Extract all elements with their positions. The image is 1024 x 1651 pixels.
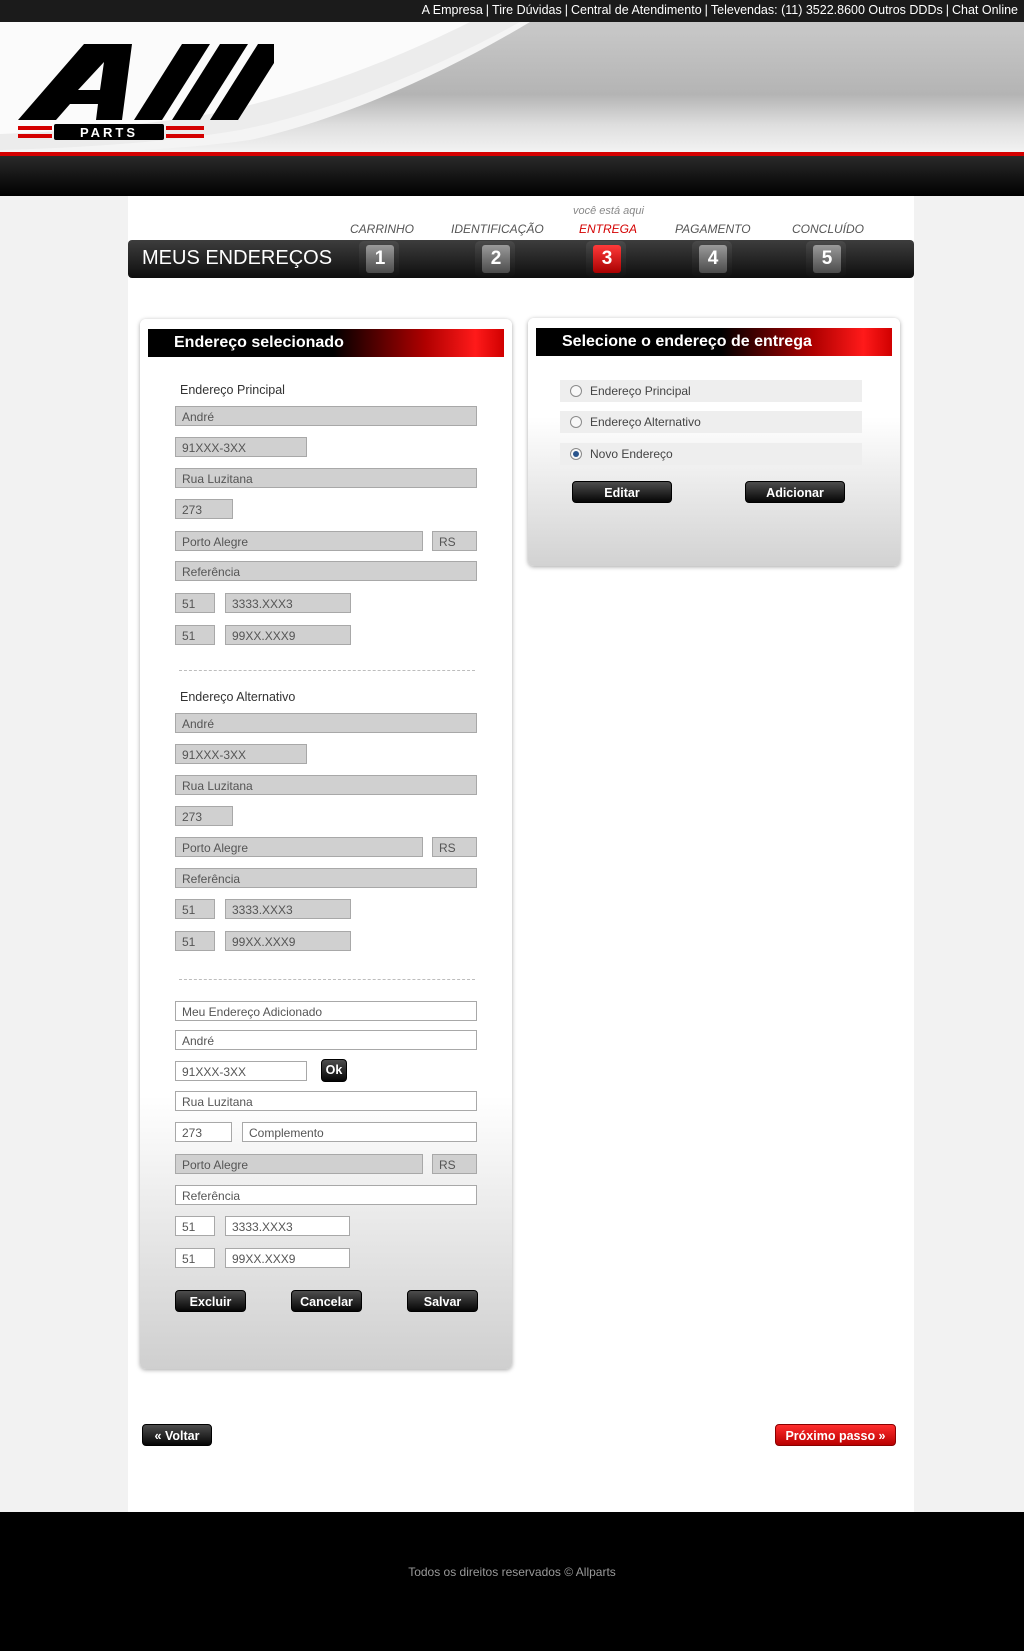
link-tire-duvidas[interactable]: Tire Dúvidas bbox=[492, 3, 562, 17]
separator: | bbox=[704, 3, 708, 17]
top-bar bbox=[0, 0, 1024, 22]
step-label-pagamento[interactable]: PAGAMENTO bbox=[675, 222, 751, 236]
novo-phone2-field[interactable]: 99XX.XXX9 bbox=[225, 1248, 350, 1268]
alternativo-state-field[interactable]: RS bbox=[432, 837, 477, 857]
alternativo-phone1-ddd-field[interactable]: 51 bbox=[175, 899, 215, 919]
delete-button[interactable]: Excluir bbox=[175, 1290, 246, 1312]
radio-icon[interactable] bbox=[570, 385, 582, 397]
top-links bbox=[422, 3, 1018, 17]
steps-bar bbox=[128, 240, 914, 278]
logo-graphic bbox=[14, 38, 274, 142]
select-address-title: Selecione o endereço de entrega bbox=[562, 333, 812, 350]
novo-complement-field[interactable]: Complemento bbox=[242, 1122, 477, 1142]
option-label: Endereço Principal bbox=[590, 384, 691, 398]
alternativo-name-field[interactable]: André bbox=[175, 713, 477, 733]
alternativo-phone2-ddd-field[interactable]: 51 bbox=[175, 931, 215, 951]
step-label-identificacao[interactable]: IDENTIFICAÇÃO bbox=[451, 222, 544, 236]
radio-icon[interactable] bbox=[570, 416, 582, 428]
step-4-button[interactable] bbox=[692, 241, 732, 277]
page-title: MEUS ENDEREÇOS bbox=[142, 247, 333, 269]
section-divider bbox=[179, 670, 475, 671]
principal-number-field[interactable]: 273 bbox=[175, 499, 233, 519]
step-4-number: 4 bbox=[699, 245, 727, 273]
step-1-button[interactable] bbox=[359, 241, 399, 277]
novo-number-field[interactable]: 273 bbox=[175, 1122, 232, 1142]
back-button[interactable]: « Voltar bbox=[142, 1424, 212, 1446]
step-2-number: 2 bbox=[482, 245, 510, 273]
header-dark-bar bbox=[0, 156, 1024, 196]
separator: | bbox=[485, 3, 490, 17]
option-novo-endereco[interactable] bbox=[560, 443, 862, 465]
principal-state-field[interactable]: RS bbox=[432, 531, 477, 551]
alternativo-reference-field[interactable]: Referência bbox=[175, 868, 477, 888]
principal-phone2-ddd-field[interactable]: 51 bbox=[175, 625, 215, 645]
main-content bbox=[128, 196, 914, 1512]
alternativo-number-field[interactable]: 273 bbox=[175, 806, 233, 826]
novo-cep-field[interactable]: 91XXX-3XX bbox=[175, 1061, 307, 1081]
link-televendas[interactable]: Televendas: (11) 3522.8600 Outros DDDs bbox=[710, 3, 943, 17]
footer-copyright: Todos os direitos reservados © Allparts bbox=[408, 1565, 616, 1579]
option-label: Endereço Alternativo bbox=[590, 415, 701, 429]
alternativo-phone1-field[interactable]: 3333.XXX3 bbox=[225, 899, 351, 919]
link-chat-online[interactable]: Chat Online bbox=[951, 3, 1018, 17]
alternativo-street-field[interactable]: Rua Luzitana bbox=[175, 775, 477, 795]
principal-city-field[interactable]: Porto Alegre bbox=[175, 531, 423, 551]
select-address-header bbox=[536, 328, 892, 356]
novo-label-field[interactable]: Meu Endereço Adicionado bbox=[175, 1001, 477, 1021]
svg-text:PARTS: PARTS bbox=[79, 125, 139, 140]
novo-street-field[interactable]: Rua Luzitana bbox=[175, 1091, 477, 1111]
add-button[interactable]: Adicionar bbox=[745, 481, 845, 503]
cancel-button[interactable]: Cancelar bbox=[291, 1290, 362, 1312]
select-address-panel bbox=[528, 318, 900, 566]
step-2-button[interactable] bbox=[475, 241, 515, 277]
principal-reference-field[interactable]: Referência bbox=[175, 561, 477, 581]
novo-state-field[interactable]: RS bbox=[432, 1154, 477, 1174]
novo-phone1-field[interactable]: 3333.XXX3 bbox=[225, 1216, 350, 1236]
principal-phone1-ddd-field[interactable]: 51 bbox=[175, 593, 215, 613]
step-3-number: 3 bbox=[593, 245, 621, 273]
step-5-number: 5 bbox=[813, 245, 841, 273]
step-1-number: 1 bbox=[366, 245, 394, 273]
principal-phone1-field[interactable]: 3333.XXX3 bbox=[225, 593, 351, 613]
alternativo-city-field[interactable]: Porto Alegre bbox=[175, 837, 423, 857]
principal-street-field[interactable]: Rua Luzitana bbox=[175, 468, 477, 488]
principal-cep-field[interactable]: 91XXX-3XX bbox=[175, 437, 307, 457]
alternativo-phone2-field[interactable]: 99XX.XXX9 bbox=[225, 931, 351, 951]
step-3-button[interactable] bbox=[586, 241, 626, 277]
selected-address-header bbox=[148, 329, 504, 357]
link-empresa[interactable]: A Empresa bbox=[421, 3, 483, 17]
option-label: Novo Endereço bbox=[590, 447, 673, 461]
footer bbox=[0, 1512, 1024, 1651]
novo-city-field[interactable]: Porto Alegre bbox=[175, 1154, 423, 1174]
principal-name-field[interactable]: André bbox=[175, 406, 477, 426]
option-endereco-principal[interactable] bbox=[560, 380, 862, 402]
step-label-carrinho[interactable]: CARRINHO bbox=[350, 222, 415, 236]
option-endereco-alternativo[interactable] bbox=[560, 411, 862, 433]
novo-reference-field[interactable]: Referência bbox=[175, 1185, 477, 1205]
step-5-button[interactable] bbox=[806, 241, 846, 277]
novo-phone1-ddd-field[interactable]: 51 bbox=[175, 1216, 215, 1236]
checkout-steps-labels bbox=[128, 196, 914, 240]
principal-section-title: Endereço Principal bbox=[180, 383, 285, 397]
save-button[interactable]: Salvar bbox=[407, 1290, 478, 1312]
alternativo-cep-field[interactable]: 91XXX-3XX bbox=[175, 744, 307, 764]
principal-phone2-field[interactable]: 99XX.XXX9 bbox=[225, 625, 351, 645]
separator: | bbox=[945, 3, 949, 17]
radio-selected-icon[interactable] bbox=[570, 448, 582, 460]
alternativo-section-title: Endereço Alternativo bbox=[180, 690, 296, 704]
edit-button[interactable]: Editar bbox=[572, 481, 672, 503]
section-divider bbox=[179, 979, 475, 980]
separator: | bbox=[564, 3, 568, 17]
novo-name-field[interactable]: André bbox=[175, 1030, 477, 1050]
you-are-here: você está aqui bbox=[573, 205, 644, 217]
selected-address-title: Endereço selecionado bbox=[174, 334, 344, 351]
step-label-entrega[interactable]: ENTREGA bbox=[579, 222, 638, 236]
selected-address-panel bbox=[140, 319, 512, 1369]
allparts-logo[interactable] bbox=[14, 38, 274, 142]
cep-ok-button[interactable]: Ok bbox=[321, 1059, 347, 1082]
next-step-button[interactable]: Próximo passo » bbox=[775, 1424, 896, 1446]
link-central-atendimento[interactable]: Central de Atendimento bbox=[571, 3, 702, 17]
novo-phone2-ddd-field[interactable]: 51 bbox=[175, 1248, 215, 1268]
step-label-concluido[interactable]: CONCLUÍDO bbox=[792, 222, 865, 236]
